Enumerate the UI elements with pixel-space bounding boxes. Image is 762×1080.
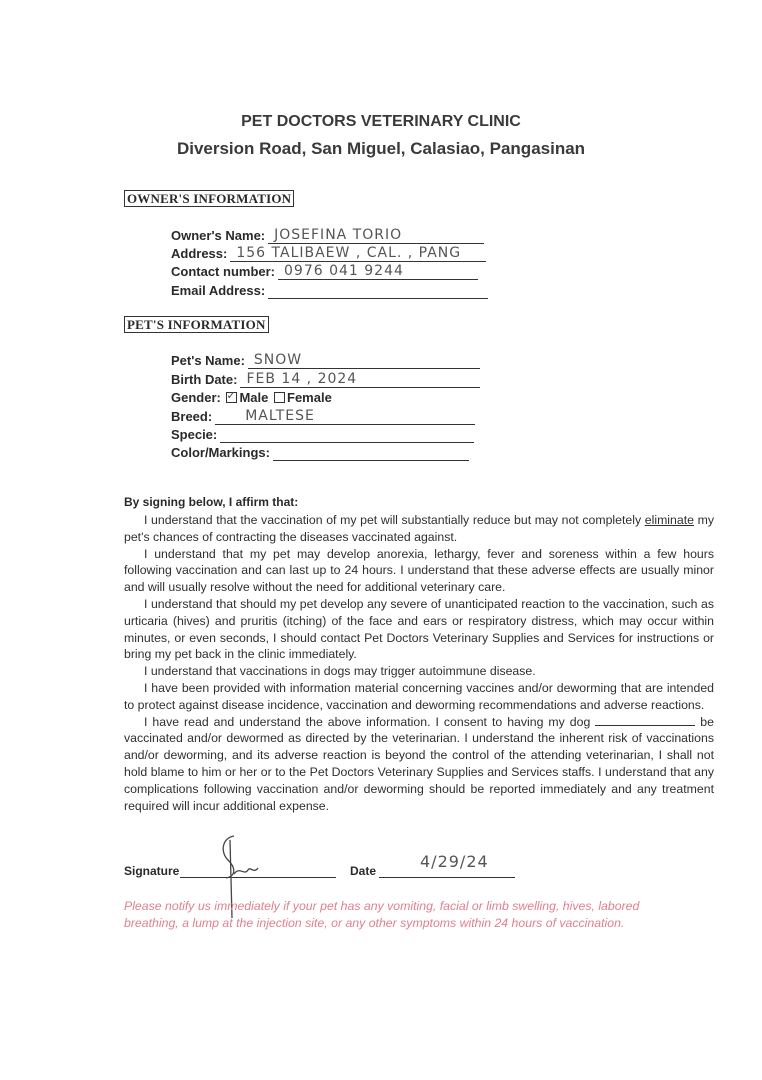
pet-name-value: SNOW xyxy=(253,352,303,368)
consent-paragraph: I understand that should my pet develop any severe of unanticipated reaction to the vaccination, such as urticaria (hives) and pruritis (itching) of the face and ears or respiratory distress, which may occur within minutes, or even seconds, I should contact Pet Doctors Veterinary Supplies and Services for instructions or bring my pet back in the clinic immediately. xyxy=(124,596,714,662)
consent-paragraph: I understand that my pet may develop anorexia, lethargy, fever and soreness within a few hours following vaccination and can last up to 24 hours. I understand that these adverse effects are usually minor and will usually resolve without the need for additional veterinary care. xyxy=(124,546,714,595)
pet-gender-field xyxy=(171,390,332,406)
clinic-address: Diversion Road, San Miguel, Calasiao, Pangasinan xyxy=(176,139,586,158)
owner-contact-label: Contact number: xyxy=(171,264,275,279)
pet-birthdate-field xyxy=(171,372,480,388)
dog-name-blank[interactable] xyxy=(595,715,695,726)
owner-contact-field xyxy=(171,264,478,280)
consent-p1-text: I understand that the vaccination of my pet will substantially reduce but may not completely xyxy=(144,513,645,527)
pet-gender-label: Gender: xyxy=(171,390,221,405)
gender-male-checkbox[interactable] xyxy=(226,392,237,403)
pet-birthdate-line[interactable] xyxy=(240,373,480,388)
owner-address-field xyxy=(171,246,486,262)
pet-color-field xyxy=(171,445,469,461)
owner-address-line[interactable] xyxy=(230,247,486,262)
owner-email-line[interactable] xyxy=(268,284,488,299)
owner-email-field xyxy=(171,283,488,299)
gender-female-checkbox[interactable] xyxy=(274,392,285,403)
owner-name-value: JOSEFINA TORIO xyxy=(274,227,403,243)
pet-birthdate-label: Birth Date: xyxy=(171,372,238,387)
consent-p6-text-end: be vaccinated and/or dewormed as directed by the veterinarian. I understand the inherent risk of vaccinations and/or deworming, and its adverse reaction is beyond the control of the attending veterinarian, I shall not hold blame to him or her or to the Pet Doctors Veterinary Supplies and Services staffs. I understand that any complications following vaccination and/or deworming should be reported immediately and any treatment required will incur additional expense. xyxy=(124,714,714,813)
affirm-heading: By signing below, I affirm that: xyxy=(124,495,299,509)
pet-breed-label: Breed: xyxy=(171,409,213,424)
date-line[interactable] xyxy=(379,876,515,878)
pet-specie-field xyxy=(171,427,474,443)
clinic-name: PET DOCTORS VETERINARY CLINIC xyxy=(241,113,521,130)
pet-color-line[interactable] xyxy=(273,446,469,461)
pet-breed-field xyxy=(171,409,475,425)
pet-section-title: PET'S INFORMATION xyxy=(124,316,269,333)
owner-section-title: OWNER'S INFORMATION xyxy=(124,190,294,207)
owner-address-value: 156 TALIBAEW , CAL. , PANG xyxy=(236,245,462,261)
date-value: 4/29/24 xyxy=(420,852,489,871)
consent-paragraph xyxy=(124,512,714,546)
gender-female-label: Female xyxy=(287,390,332,405)
gender-male-label: Male xyxy=(239,390,269,405)
owner-name-line[interactable] xyxy=(268,229,484,244)
owner-contact-value: 0976 041 9244 xyxy=(284,263,404,279)
pet-specie-label: Specie: xyxy=(171,427,218,442)
pet-breed-value: MALTESE xyxy=(245,408,315,424)
pet-name-field xyxy=(171,353,480,369)
pet-breed-line[interactable] xyxy=(215,410,475,425)
signature-label: Signature xyxy=(124,864,180,878)
consent-paragraph xyxy=(124,714,714,815)
consent-paragraph: I have been provided with information material concerning vaccines and/or deworming that are intended to protect against disease incidence, vaccination and deworming recommendations and adverse reactions. xyxy=(124,680,714,712)
owner-name-label: Owner's Name: xyxy=(171,228,266,243)
consent-p1-text-end: my pet's chances of contracting the diseases vaccinated against. xyxy=(124,513,715,544)
pet-specie-line[interactable] xyxy=(220,428,474,443)
owner-contact-line[interactable] xyxy=(278,265,478,280)
consent-p1-emphasis: eliminate xyxy=(644,513,694,527)
consent-paragraph: I understand that vaccinations in dogs may trigger autoimmune disease. xyxy=(144,664,536,679)
pet-name-label: Pet's Name: xyxy=(171,353,245,368)
consent-p6-text: I have read and understand the above information. I consent to having my dog xyxy=(144,714,596,729)
post-vaccination-notice: Please notify us immediately if your pet has any vomiting, facial or limb swelling, hives, labored breathing, a lump at the injection site, or any other symptoms within 24 hours of vaccination. xyxy=(124,899,640,930)
owner-address-label: Address: xyxy=(171,246,228,261)
pet-color-label: Color/Markings: xyxy=(171,445,270,460)
owner-name-field xyxy=(171,228,484,244)
pet-birthdate-value: FEB 14 , 2024 xyxy=(246,371,358,387)
date-label: Date xyxy=(350,864,377,878)
owner-email-label: Email Address: xyxy=(171,283,266,298)
consent-body xyxy=(124,512,714,814)
pet-name-line[interactable] xyxy=(248,354,480,369)
